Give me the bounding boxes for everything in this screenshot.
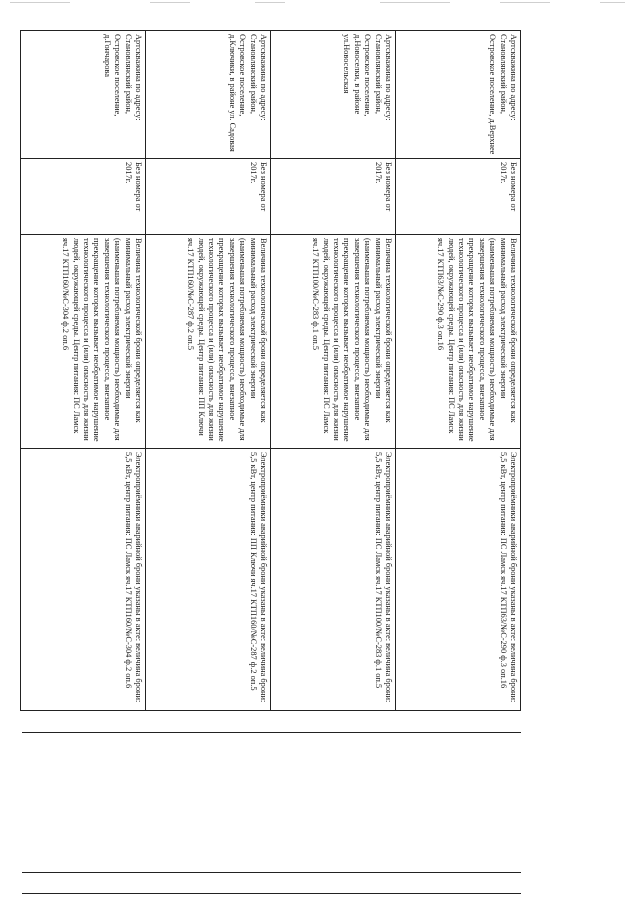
table-row	[271, 31, 396, 711]
cell-act: Электроприёмники аварийной брони указаны в акте: величина брони: 5,5 кВт, центр питания: ПП Ключи яч.17 КТП160/№С-287 ф.2 оп.5	[146, 449, 271, 711]
cell-act: Электроприёмники аварийной брони указаны в акте: величина брони: 5,5 кВт, центр питания: ПС Ламск яч.17 КТП63/№С-290 ф.3 оп.16	[396, 449, 521, 711]
rotated-document-page	[20, 30, 521, 710]
ruled-line	[22, 872, 521, 873]
cell-description: Величина технологической брони определяется как минимальный расход электрической энергии (наименьшая потребляемая мощность) необходимые для завершения технологического процесса, внезапное прекращение которых вызывает необратимое нарушение технологического процесса и (или) опасность для жизни людей, окружающей среды. Центр питания: ПП Ключи яч.17 КТП160/№С-287 ф.2 оп.5	[146, 235, 271, 449]
cell-description: Величина технологической брони определяется как минимальный расход электрической энергии (наименьшая потребляемая мощность) необходимые для завершения технологического процесса, внезапное прекращение которых вызывает необратимое нарушение технологического процесса и (или) опасность для жизни людей, окружающей среды. Центр питания: ПС Ламск яч.17 КТП100/№С-283 ф.1 оп.5	[271, 235, 396, 449]
reserve-table	[20, 30, 521, 711]
ruled-line	[22, 732, 521, 733]
cell-address: Артскважина по адресу: Становлянский район, Островское поселение, д.Гончарова	[21, 31, 146, 159]
cell-number: Без номера от 2017г.	[396, 159, 521, 235]
table-row	[396, 31, 521, 711]
cell-description: Величина технологической брони определяется как минимальный расход электрической энергии (наименьшая потребляемая мощность) необходимые для завершения технологического процесса, внезапное прекращение которых вызывает необратимое нарушение технологического процесса и (или) опасность для жизни людей, окружающей среды. Центр питания: ПС Ламск яч.17 КТП160/№С-304 ф.2 оп.6	[21, 235, 146, 449]
cell-description: Величина технологической брони определяется как минимальный расход электрической энергии (наименьшая потребляемая мощность) необходимые для завершения технологического процесса, внезапное прекращение которых вызывает необратимое нарушение технологического процесса и (или) опасность для жизни людей, окружающей среды. Центр питания: ПС Ламск яч.17 КТП63/№С-290 ф.3 оп.16	[396, 235, 521, 449]
ruled-line	[22, 893, 521, 894]
cell-address: Артскважина по адресу: Становлянский район, Островское поселение, д.Ключики, в районе ул. Садовая	[146, 31, 271, 159]
table-row	[146, 31, 271, 711]
cell-number: Без номера от 2017г.	[146, 159, 271, 235]
cell-address: Артскважина по адресу: Становлянский район, Островское поселение, д.Верхнее	[396, 31, 521, 159]
cell-number: Без номера от 2017г.	[21, 159, 146, 235]
scan-artifacts	[0, 2, 640, 8]
cell-act: Электроприёмники аварийной брони указаны в акте: величина брони: 5,5 кВт, центр питания: ПС Ламск яч.17 КТП100/№С-283 ф.1 оп.5	[271, 449, 396, 711]
table-row	[21, 31, 146, 711]
cell-number: Без номера от 2017г.	[271, 159, 396, 235]
cell-act: Электроприёмники аварийной брони указаны в акте: величина брони: 5,5 кВт, центр питания: ПС Ламск яч.17 КТП160/№С-304 ф.2 оп.6	[21, 449, 146, 711]
cell-address: Артскважина по адресу: Становлянский район, Островское поселение, д.Новоселки, в районе ул.Новосельская	[271, 31, 396, 159]
